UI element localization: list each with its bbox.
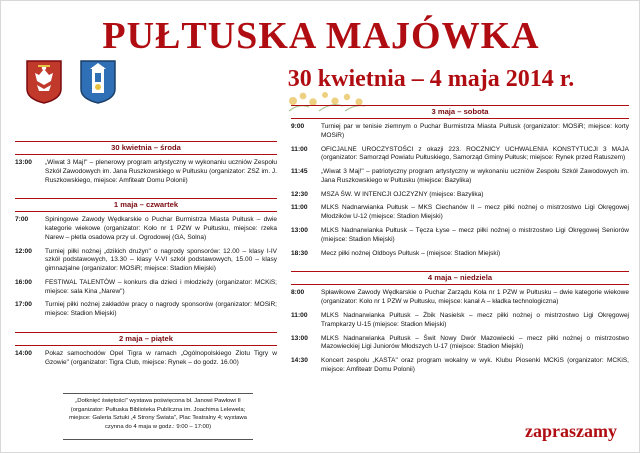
entry-time: 7:00: [15, 216, 29, 224]
day-header-label: 4 maja – niedziela: [427, 273, 493, 283]
schedule-entry: [15, 279, 277, 297]
entry-time: 13:00: [15, 159, 32, 166]
entry-time: 11:00: [291, 204, 308, 212]
entry-time: 12:00: [15, 247, 32, 255]
page-title: PUŁTUSKA MAJÓWKA: [102, 15, 540, 57]
entry-description: „Wiwat 3 Maj!" – patriotyczny program artystyczny w wykonaniu uczniów Zespołu Szkół Zawodowych im. Jana Ruszkowskiego w Pułtusku (miejsce: Bazylika): [321, 168, 629, 184]
entry-description: Turniej piłki nożnej „dzikich drużyn" o nagrody sponsorów: 12.00 – klasy I-IV szkół podstawowych, 13.30 – klasy V-VI szkół podstawowych, 15.00 – klasy gimnazjalne (organizator: MOSiR; miejsce: Stadion Miejski): [45, 247, 277, 273]
entry-time: 14:00: [15, 349, 32, 357]
entry-time: 18:30: [291, 249, 308, 257]
schedule-entry: [291, 191, 629, 200]
day-header-0: [15, 141, 277, 155]
entry-description: MLKS Nadnarwianka Pułtusk – Świt Nowy Dwór Mazowiecki – mecz piłki nożnej o mistrzostwo Mazowieckiej Ligi Juniorów Młodszych U-17 (miejsce: Stadion Miejski): [321, 334, 629, 351]
closing-invitation: zapraszamy: [525, 421, 617, 441]
schedule-entry: [291, 312, 629, 330]
entry-description: Pokaz samochodów Opel Tigra w ramach „Ogólnopolskiego Zlotu Tigry w Gzowie" (organizator: Tigra Club, miejsce: Rynek – do godz. 16.00): [45, 349, 277, 366]
entry-time: 13:00: [291, 227, 308, 235]
coat-of-arms-pultusk-icon: [79, 59, 117, 105]
schedule-entry: [291, 227, 629, 245]
entry-description: Turniej par w tenisie ziemnym o Puchar Burmistrza Miasta Pułtusk (organizator: MOSiR; miejsce: korty MOSiR): [321, 123, 629, 139]
schedule-entry: [291, 250, 629, 259]
entry-time: 14:30: [291, 357, 308, 365]
day-header-3: [291, 105, 629, 119]
coat-of-arms-poland-icon: [25, 59, 63, 105]
date-range: 30 kwietnia – 4 maja 2014 r.: [287, 66, 575, 92]
entry-time: 11:00: [291, 311, 308, 319]
schedule-entry: [291, 204, 629, 222]
entry-time: 11:00: [291, 145, 308, 153]
day-header-label: 3 maja – sobota: [431, 107, 489, 116]
entry-time: 12:30: [291, 190, 308, 198]
entry-description: Spiningowe Zawody Wędkarskie o Puchar Burmistrza Miasta Pułtusk – dwie kategorie wiekowe (organizator: Koło nr 1 PZW w Pułtusku, miejsce: rzeka Narew – płetla osadowa przy ul. Ogrodowej (GA, Solna): [45, 216, 277, 241]
schedule-column-left: [15, 141, 277, 372]
entry-description: Spławikowe Zawody Wędkarskie o Puchar Zarządu Koła nr 1 PZW w Pułtusku – dwie kategorie wiekowe (organizator: Koło nr 1 PZW w Pułtusku, miejsce: kanał A – kładka technologiczna): [321, 289, 629, 306]
entry-description: MSZA ŚW. W INTENCJI OJCZYZNY (miejsce: Bazylika): [321, 190, 484, 198]
entry-description: Koncert zespołu „KASTA" oraz program wokalny w wyk. Klubu Piosenki MCKiS (organizator: MCKiS, miejsce: Amfiteatr Domu Polonii): [321, 357, 629, 373]
entry-description: OFICJALNE UROCZYSTOŚCI z okazji 223. ROCZNICY UCHWALENIA KONSTYTUCJI 3 MAJA (organizator: Samorząd Powiatu Pułtuskiego, Samorząd Gminy Pułtusk; miejsce: Rynek przed Ratuszem): [321, 145, 629, 162]
schedule-entry: [291, 335, 629, 353]
day-header-2: [15, 332, 277, 346]
entry-time: 13:00: [291, 334, 308, 342]
day-header-label: 30 kwietnia – środa: [111, 143, 181, 152]
entry-time: 9:00: [291, 123, 305, 130]
entry-description: MLKS Nadnarwianka Pułtusk – MKS Ciechanów II – mecz piłki nożnej o mistrzostwo Ligi Okręgowej Młodzików U-12 (miejsce: Stadion Miejski): [321, 204, 629, 221]
schedule-entry: [15, 248, 277, 274]
entry-time: 16:00: [15, 278, 32, 286]
schedule-entry: [291, 168, 629, 186]
entry-description: MLKS Nadnarwianka Pułtusk – Tęcza Łyse – mecz piłki nożnej o mistrzostwo Ligi Okręgowej Seniorów (miejsce: Stadion Miejski): [321, 227, 629, 243]
schedule-entry: [15, 216, 277, 242]
day-header-1: [15, 198, 277, 212]
crests-group: [17, 59, 157, 107]
day-header-label: 2 maja – piątek: [118, 333, 174, 343]
schedule-entry: [291, 123, 629, 141]
entry-description: FESTIWAL TALENTÓW – konkurs dla dzieci i młodzieży (organizator: MCKiS; miejsce: sala Kina „Narew"): [45, 278, 277, 295]
schedule-entry: [291, 289, 629, 307]
schedule-column-right: [291, 105, 629, 380]
exhibition-note: „Dotknięć świętości" wystawa poświęcona bł. Janowi Pawłowi II (organizator: Pułtuska Biblioteka Publiczna im. Joachima Lelewela; miejsce: Galeria Sztuki „4 Strony Świata", Plac Teatralny 4; wystawa czynna do 4 maja w godz.: 9:00 – 17:00): [69, 398, 247, 430]
schedule-entry: [15, 159, 277, 185]
entry-description: „Wiwat 3 Maj!" – plenerowy program artystyczny w wykonaniu uczniów Zespołu Szkół Zawodowych im. Jana Ruszkowskiego w Pułtusku (organizator: ZSZ im. J. Ruszkowskiego, miejsce: Amfiteatr Domu Polonii): [45, 159, 277, 184]
entry-time: 8:00: [291, 289, 305, 297]
day-header-4: [291, 271, 629, 285]
entry-time: 17:00: [15, 301, 32, 309]
entry-description: Turniej piłki nożnej zakładów pracy o nagrody sponsorów (organizator: MOSiR; miejsce: Stadion Miejski): [45, 301, 277, 318]
note-divider-bottom: [63, 439, 253, 440]
entry-description: Mecz piłki nożnej Oldboys Pułtusk – (miejsce: Stadion Miejski): [321, 249, 501, 257]
day-header-label: 1 maja – czwartek: [113, 200, 179, 210]
schedule-entry: [15, 350, 277, 368]
entry-time: 11:45: [291, 168, 308, 176]
schedule-entry: [291, 146, 629, 164]
entry-description: MLKS Nadnarwianka Pułtusk – Żbik Nasielsk – mecz piłki nożnej o mistrzostwo Ligi Okręgowej Trampkarzy U-15 (miejsce: Stadion Miejski): [321, 311, 629, 328]
schedule-entry: [291, 357, 629, 375]
schedule-entry: [15, 301, 277, 319]
